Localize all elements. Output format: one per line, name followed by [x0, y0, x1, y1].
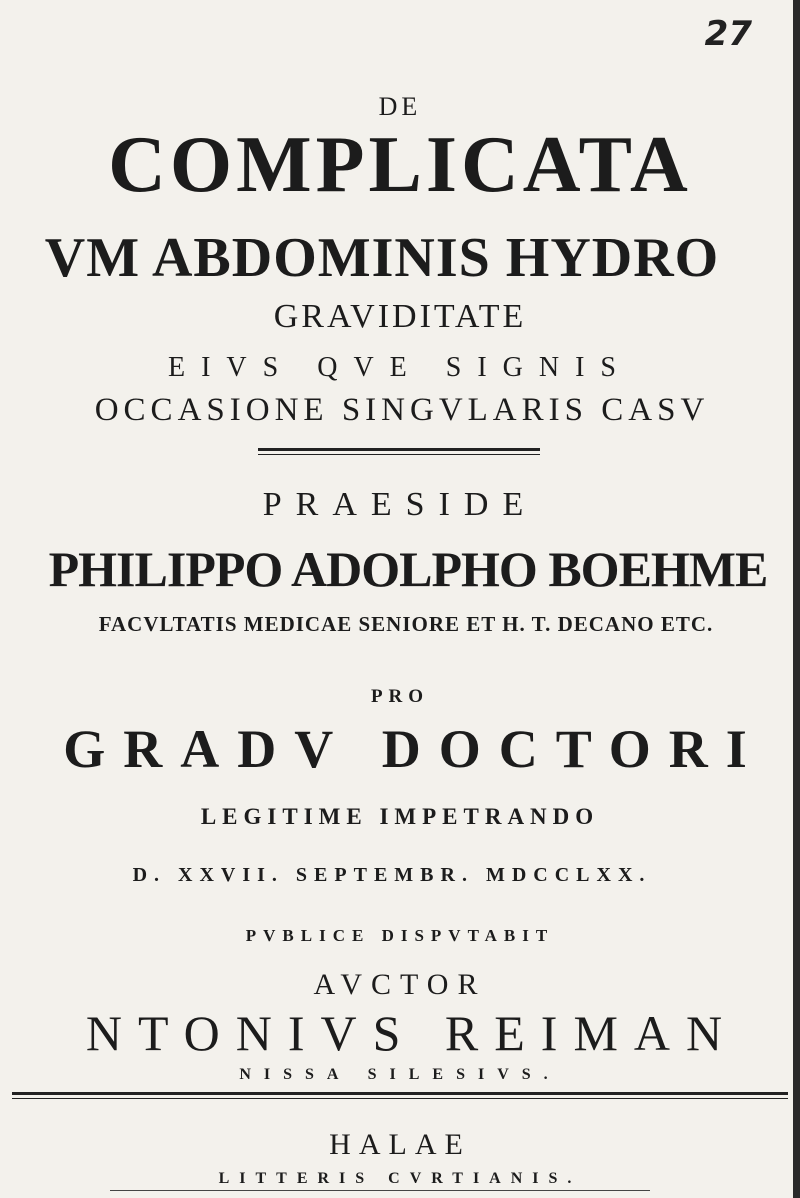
title-de: DE	[378, 92, 422, 121]
praeside-label: PRAESIDE	[262, 486, 538, 523]
title-graviditate: GRAVIDITATE	[273, 298, 527, 335]
avctor-label: AVCTOR	[313, 968, 487, 1001]
praeses-name: PHILIPPO ADOLPHO BOEHME	[48, 541, 768, 597]
imprint-underline	[110, 1190, 650, 1191]
pro-label: PRO	[370, 686, 430, 707]
page-number: 27	[704, 14, 752, 54]
gradv-doctoris: GRADV DOCTORI	[63, 719, 765, 779]
author-name: NTONIVS REIMAN	[85, 1005, 739, 1061]
imprint-city: HALAE	[329, 1128, 471, 1161]
author-origin: NISSA SILESIVS.	[239, 1066, 561, 1083]
title-eivsqve-signis: EIVS QVE SIGNIS	[168, 352, 632, 383]
title-abdominis-hydro: VM ABDOMINIS HYDRO	[44, 227, 720, 289]
double-rule-top	[258, 448, 540, 451]
praeses-title: FACVLTATIS MEDICAE SENIORE ET H. T. DECANO ETC.	[98, 612, 714, 636]
title-occasione: OCCASIONE SINGVLARIS CASV	[94, 392, 710, 428]
imprint-rule-top	[12, 1092, 788, 1095]
disputation-date: D. XXVII. SEPTEMBR. MDCCLXX.	[132, 864, 652, 886]
title-complicata: COMPLICATA	[108, 121, 692, 209]
imprint-printer: LITTERIS CVRTIANIS.	[218, 1170, 582, 1187]
double-rule-bottom	[258, 454, 540, 455]
imprint-rule-bottom	[12, 1098, 788, 1099]
legitime-impetrando: LEGITIME IMPETRANDO	[200, 804, 600, 829]
pvblice-dispvtabit: PVBLICE DISPVTABIT	[245, 926, 555, 945]
